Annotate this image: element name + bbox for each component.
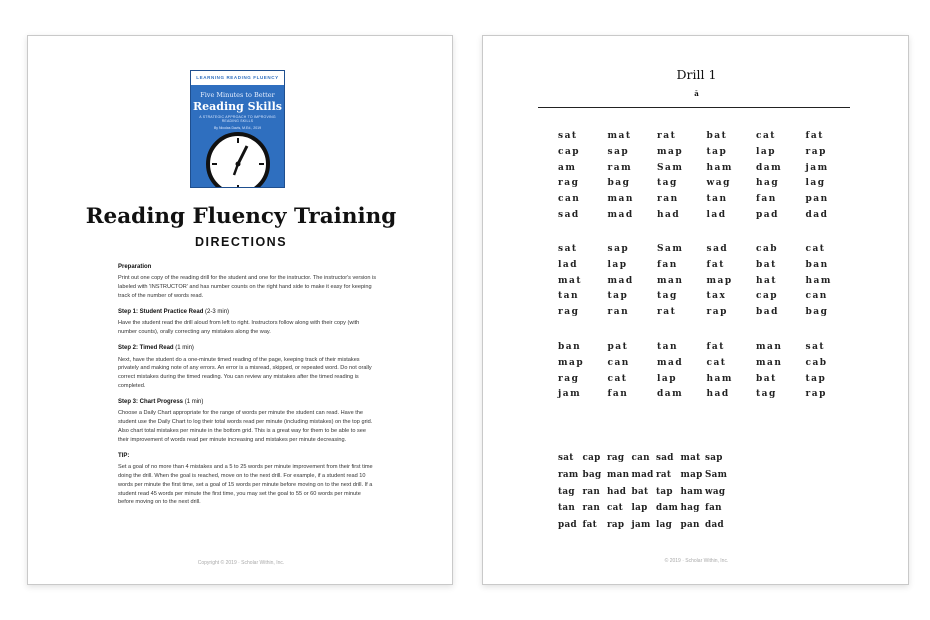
drill-word: tap [656, 486, 673, 497]
drill-word: tag [657, 178, 678, 189]
drill-word: dam [656, 503, 679, 514]
drill-word: fat [706, 259, 725, 270]
drill-word: jam [805, 162, 829, 173]
title-divider [538, 107, 850, 108]
drill-word: had [706, 389, 730, 400]
drill-word: ban [558, 342, 582, 352]
drill-word: can [631, 453, 650, 463]
drill-word: cap [756, 291, 779, 302]
drill-word: ham [706, 373, 733, 384]
drill-word: Sam [657, 162, 684, 173]
section-body-step-3: Choose a Daily Chart appropriate for the range of words per minute the student can read. Have the student use the Daily Chart to log their total words read per minute (including mistakes) on the top grid. Also chart total mistakes per minute in the bottom grid. This is a great way for them to be able to see their improvement of words read per minute increasing and mistakes per minute decreasing. [118, 410, 373, 443]
drill-word: tan [706, 194, 728, 205]
drill-word: mat [680, 453, 701, 463]
drill-word: rag [558, 373, 580, 384]
drill-page [482, 35, 909, 585]
drill-word: cap [582, 453, 601, 463]
drill-word: tan [657, 342, 679, 352]
drill-word: cap [558, 146, 581, 157]
drill-word: cab [756, 244, 779, 254]
drill-word: lad [558, 259, 579, 270]
drill-word: rag [607, 453, 625, 463]
page-title: Reading Fluency Training [85, 204, 397, 229]
drill-word: tag [756, 389, 777, 400]
drill-word: sad [656, 453, 674, 463]
drill-word: sap [607, 146, 630, 157]
section-body-tip: Set a goal of no more than 4 mistakes and a 5 to 25 words per minute improvement from their first time doing the drill. When the goal is reached, move on to the next drill. For example, if a student read 10 words per minute the first time, set a goal of 15 words per minute before moving on to the next drill. If a student read 45 words per minute the first time, you may set the goal to 55 or 60 words per minute before moving on to the next drill. [118, 464, 373, 506]
step-2-duration: (1 min) [175, 345, 194, 352]
drill-word: hag [680, 503, 700, 514]
drill-word: cat [607, 373, 628, 384]
drill-word: map [680, 469, 703, 480]
directions-body [118, 263, 378, 514]
drill-word: bat [756, 259, 777, 270]
copyright-footer: Copyright © 2019 · Scholar Within, Inc. [197, 560, 285, 566]
drill-word: fan [756, 194, 777, 205]
drill-word: sad [558, 209, 580, 220]
step-3-duration: (1 min) [184, 398, 204, 405]
drill-word: can [607, 357, 630, 368]
drill-word: sat [805, 342, 826, 352]
drill-word: rap [607, 520, 625, 531]
drill-word: cab [805, 357, 828, 368]
drill-word: mad [657, 357, 684, 368]
drill-word: rap [805, 146, 827, 157]
drill-word: cat [756, 131, 776, 141]
drill-word: rat [657, 131, 677, 141]
drill-word: sap [607, 244, 630, 254]
drill-word: tan [558, 503, 576, 514]
drill-word: pan [680, 520, 700, 531]
word-group-1 [558, 131, 855, 226]
word-group-4 [558, 453, 730, 537]
drill-word: wag [705, 486, 726, 497]
drill-word: ran [657, 194, 679, 205]
section-body-step-1: Have the student read the drill aloud from left to right. Instructors follow along with their copy (with number counts), orally correcting any mistakes along the way. [118, 320, 360, 336]
section-heading-tip: TIP: [118, 452, 130, 459]
drill-word: ram [558, 469, 579, 480]
drill-word: Sam [657, 244, 684, 254]
drill-word: man [607, 469, 630, 480]
drill-title: Drill 1 [676, 67, 717, 82]
drill-word: rat [657, 307, 677, 318]
drill-word: pad [558, 520, 577, 531]
section-heading-preparation: Preparation [118, 264, 152, 270]
drill-word: tap [607, 291, 629, 302]
drill-word: ran [582, 503, 601, 514]
cover-tagline: A STRATEGIC APPROACH TO IMPROVING READING SKILLS [199, 115, 276, 123]
cover-title-line2: Reading Skills [193, 100, 282, 113]
drill-word: lap [657, 373, 678, 384]
directions-page [27, 35, 453, 585]
drill-word: ran [607, 307, 630, 318]
drill-word: fat [805, 131, 824, 141]
drill-word: pad [756, 209, 779, 220]
drill-word: lag [805, 178, 826, 189]
drill-word: mad [607, 209, 634, 220]
drill-sound: ă [694, 89, 699, 98]
drill-word: ham [680, 486, 703, 497]
drill-word: bag [805, 307, 829, 318]
drill-word: map [706, 275, 733, 286]
drill-word: rap [805, 389, 827, 400]
drill-word: ram [607, 162, 633, 173]
section-body-step-2: Next, have the student do a one-minute timed reading of the page, keeping track of their mistakes privately and making note of any errors. An error is a misread, skipped, or repeated word. Do not orally correct mistakes during the timed reading. You can review any mistakes after the timed reading is completed. [118, 356, 372, 390]
drill-word: Sam [705, 469, 728, 480]
drill-word: can [558, 194, 581, 205]
drill-word: bag [582, 469, 602, 480]
section-heading-step-2: Step 2: Timed Read (1 min) [118, 345, 194, 352]
drill-word: fan [705, 503, 722, 514]
drill-word: cat [805, 244, 826, 254]
word-group-2 [558, 244, 855, 323]
drill-word: dam [756, 162, 783, 173]
drill-word: dad [705, 520, 724, 531]
drill-word: tag [657, 291, 678, 302]
drill-word: rag [558, 307, 580, 318]
cover-author: By Nicolas Davis, M.Ed., 2019 [213, 126, 262, 130]
drill-word: had [607, 486, 627, 497]
drill-word: had [657, 209, 681, 220]
drill-word: bat [756, 373, 777, 384]
drill-word: ham [706, 162, 733, 173]
drill-word: tap [706, 146, 728, 157]
drill-word: tap [805, 373, 827, 384]
drill-word: pan [805, 194, 829, 205]
drill-word: mad [631, 469, 654, 480]
drill-word: wag [706, 178, 731, 189]
drill-word: map [558, 357, 585, 368]
drill-word: fan [607, 389, 629, 400]
drill-word: hat [756, 275, 778, 286]
copyright-footer: © 2019 · Scholar Within, Inc. [664, 558, 729, 564]
cover-series-label: LEARNING READING FLUENCY [191, 71, 284, 85]
drill-word: sat [558, 244, 578, 254]
word-group-3 [558, 342, 855, 405]
drill-word: tax [706, 291, 727, 302]
drill-word: cat [706, 357, 727, 368]
section-body-preparation: Print out one copy of the reading drill for the student and one for the instructor. The instructor's version is labeled with 'INSTRUCTOR' and has number counts on the right hand side to make it easy for keeping track of the number of words read. [118, 275, 377, 300]
drill-word: man [657, 275, 684, 286]
section-heading-step-1: Step 1: Student Practice Read (2-3 min) [118, 308, 230, 315]
drill-word: map [657, 146, 684, 157]
drill-word: mad [607, 275, 634, 286]
drill-word: jam [558, 389, 582, 400]
drill-word: sat [558, 131, 578, 141]
drill-word: tag [558, 486, 575, 497]
drill-word: rap [706, 307, 728, 318]
book-cover [190, 70, 285, 188]
cover-title-line1: Five Minutes to Better [200, 91, 275, 99]
drill-word: fat [582, 520, 597, 531]
drill-word: bat [631, 486, 649, 497]
drill-word: sap [705, 453, 723, 463]
drill-word: bat [706, 131, 728, 141]
drill-word: cat [607, 503, 624, 514]
drill-word: mat [607, 131, 632, 141]
drill-word: bad [756, 307, 779, 318]
drill-word: ban [805, 259, 829, 270]
drill-word: fan [657, 259, 678, 270]
drill-word: rat [656, 469, 672, 480]
drill-word: am [558, 162, 577, 173]
drill-word: tan [558, 291, 580, 302]
drill-word: man [607, 194, 634, 205]
drill-word: mat [558, 275, 583, 286]
drill-word: lad [706, 209, 727, 220]
drill-word: lap [631, 503, 648, 514]
section-heading-step-3: Step 3: Chart Progress (1 min) [118, 398, 204, 405]
drill-word: sat [558, 453, 574, 463]
drill-word: fat [706, 342, 725, 352]
drill-word: lap [756, 146, 777, 157]
drill-word: bag [607, 178, 631, 189]
drill-word: lap [607, 259, 628, 270]
drill-word: man [756, 342, 783, 352]
drill-word: dad [805, 209, 829, 220]
drill-word: hag [756, 178, 780, 189]
clock-icon [205, 131, 271, 188]
drill-word: pat [607, 342, 629, 352]
step-1-duration: (2-3 min) [205, 308, 230, 315]
drill-word: lag [656, 520, 673, 531]
drill-word: dam [657, 389, 684, 400]
drill-word: ham [805, 275, 832, 286]
drill-word: man [756, 357, 783, 368]
drill-word: jam [631, 520, 651, 531]
page-subtitle: DIRECTIONS [194, 235, 288, 249]
drill-word: ran [582, 486, 601, 497]
drill-word: rag [558, 178, 580, 189]
drill-word: can [805, 291, 828, 302]
drill-word: sad [706, 244, 729, 254]
